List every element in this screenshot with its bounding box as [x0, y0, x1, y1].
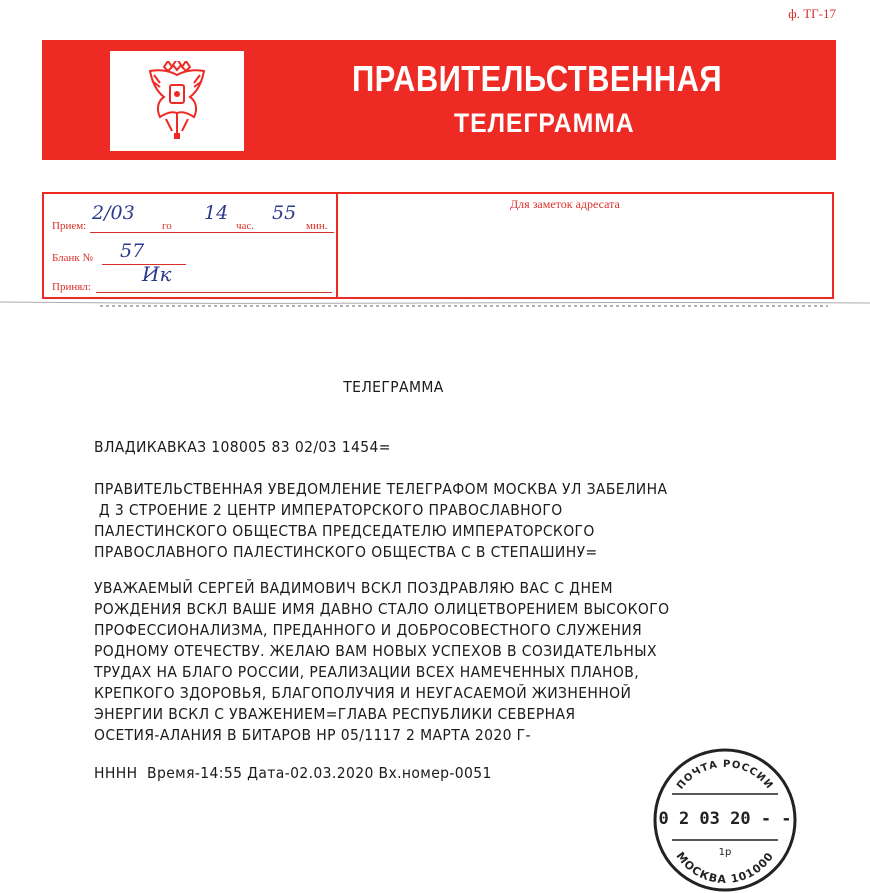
- received-label: Прием:: [52, 220, 87, 232]
- message-line: УВАЖАЕМЫЙ СЕРГЕЙ ВАДИМОВИЧ ВСКЛ ПОЗДРАВЛЯЮ ВАС С ДНЕМ: [94, 579, 613, 597]
- blank-number: 57: [120, 240, 145, 262]
- emblem-panel: [110, 51, 244, 151]
- coat-of-arms-icon: [146, 61, 208, 141]
- address-line: ПРАВИТЕЛЬСТВЕННАЯ УВЕДОМЛЕНИЕ ТЕЛЕГРАФОМ МОСКВА УЛ ЗАБЕЛИНА: [94, 480, 668, 498]
- service-footer: НННН Время-14:55 Дата-02.03.2020 Вх.номер-0051: [94, 764, 492, 782]
- banner-subtitle: ТЕЛЕГРАММА: [454, 108, 635, 138]
- postmark-bottom-text: МОСКВА 101000: [673, 849, 777, 887]
- reception-form: [42, 192, 834, 299]
- message-line: ОСЕТИЯ-АЛАНИЯ В БИТАРОВ НР 05/1117 2 МАРТА 2020 Г-: [94, 726, 531, 744]
- hour-suffix: час.: [236, 220, 255, 232]
- address-line: Д 3 СТРОЕНИЕ 2 ЦЕНТР ИМПЕРАТОРСКОГО ПРАВОСЛАВНОГО: [94, 501, 563, 519]
- message-line: РОДНОМУ ОТЕЧЕСТВУ. ЖЕЛАЮ ВАМ НОВЫХ УСПЕХОВ В СОЗИДАТЕЛЬНЫХ: [94, 642, 657, 660]
- address-line: ПАЛЕСТИНСКОГО ОБЩЕСТВА ПРЕДСЕДАТЕЛЮ ИМПЕРАТОРСКОГО: [94, 522, 595, 540]
- tear-line: [0, 300, 870, 308]
- accepted-rule: [96, 292, 332, 293]
- message-line: ЭНЕРГИИ ВСКЛ С УВАЖЕНИЕМ=ГЛАВА РЕСПУБЛИКИ СЕВЕРНАЯ: [94, 705, 576, 723]
- header-banner: [42, 40, 836, 160]
- postmark-top-text: ПОЧТА РОССИИ: [675, 758, 775, 792]
- day-suffix: го: [162, 220, 172, 232]
- address-line: ПРАВОСЛАВНОГО ПАЛЕСТИНСКОГО ОБЩЕСТВА С В СТЕПАШИНУ=: [94, 543, 598, 561]
- telegram-heading: ТЕЛЕГРАММА: [343, 378, 444, 396]
- received-hour: 14: [204, 202, 229, 224]
- message-line: КРЕПКОГО ЗДОРОВЬЯ, БЛАГОПОЛУЧИЯ И НЕУГАСАЕМОЙ ЖИЗНЕННОЙ: [94, 684, 632, 702]
- message-line: ТРУДАХ НА БЛАГО РОССИИ, РЕАЛИЗАЦИИ ВСЕХ НАМЕЧЕННЫХ ПЛАНОВ,: [94, 663, 640, 681]
- form-code: ф. ТГ-17: [788, 6, 836, 21]
- message-line: ПРОФЕССИОНАЛИЗМА, ПРЕДАННОГО И ДОБРОСОВЕСТНОГО СЛУЖЕНИЯ: [94, 621, 643, 639]
- received-minute: 55: [272, 202, 297, 224]
- postmark-stamp: [650, 742, 800, 892]
- banner-title: ПРАВИТЕЛЬСТВЕННАЯ: [352, 58, 723, 99]
- received-rule: [90, 232, 334, 233]
- routing-line: ВЛАДИКАВКАЗ 108005 83 02/03 1454=: [94, 438, 391, 456]
- message-line: РОЖДЕНИЯ ВСКЛ ВАШЕ ИМЯ ДАВНО СТАЛО ОЛИЦЕТВОРЕНИЕМ ВЫСОКОГО: [94, 600, 670, 618]
- postmark-branch: 1р: [718, 847, 732, 858]
- minute-suffix: мин.: [306, 220, 328, 232]
- blank-label: Бланк №: [52, 252, 94, 264]
- postmark-date: 0 2 03 20 - -: [658, 809, 792, 829]
- received-day: 2/03: [92, 202, 135, 224]
- reception-details: [44, 194, 338, 297]
- recipient-notes-label: Для заметок адресата: [510, 197, 620, 211]
- accepted-label: Принял:: [52, 281, 91, 293]
- accepted-signature: Ик: [142, 262, 172, 286]
